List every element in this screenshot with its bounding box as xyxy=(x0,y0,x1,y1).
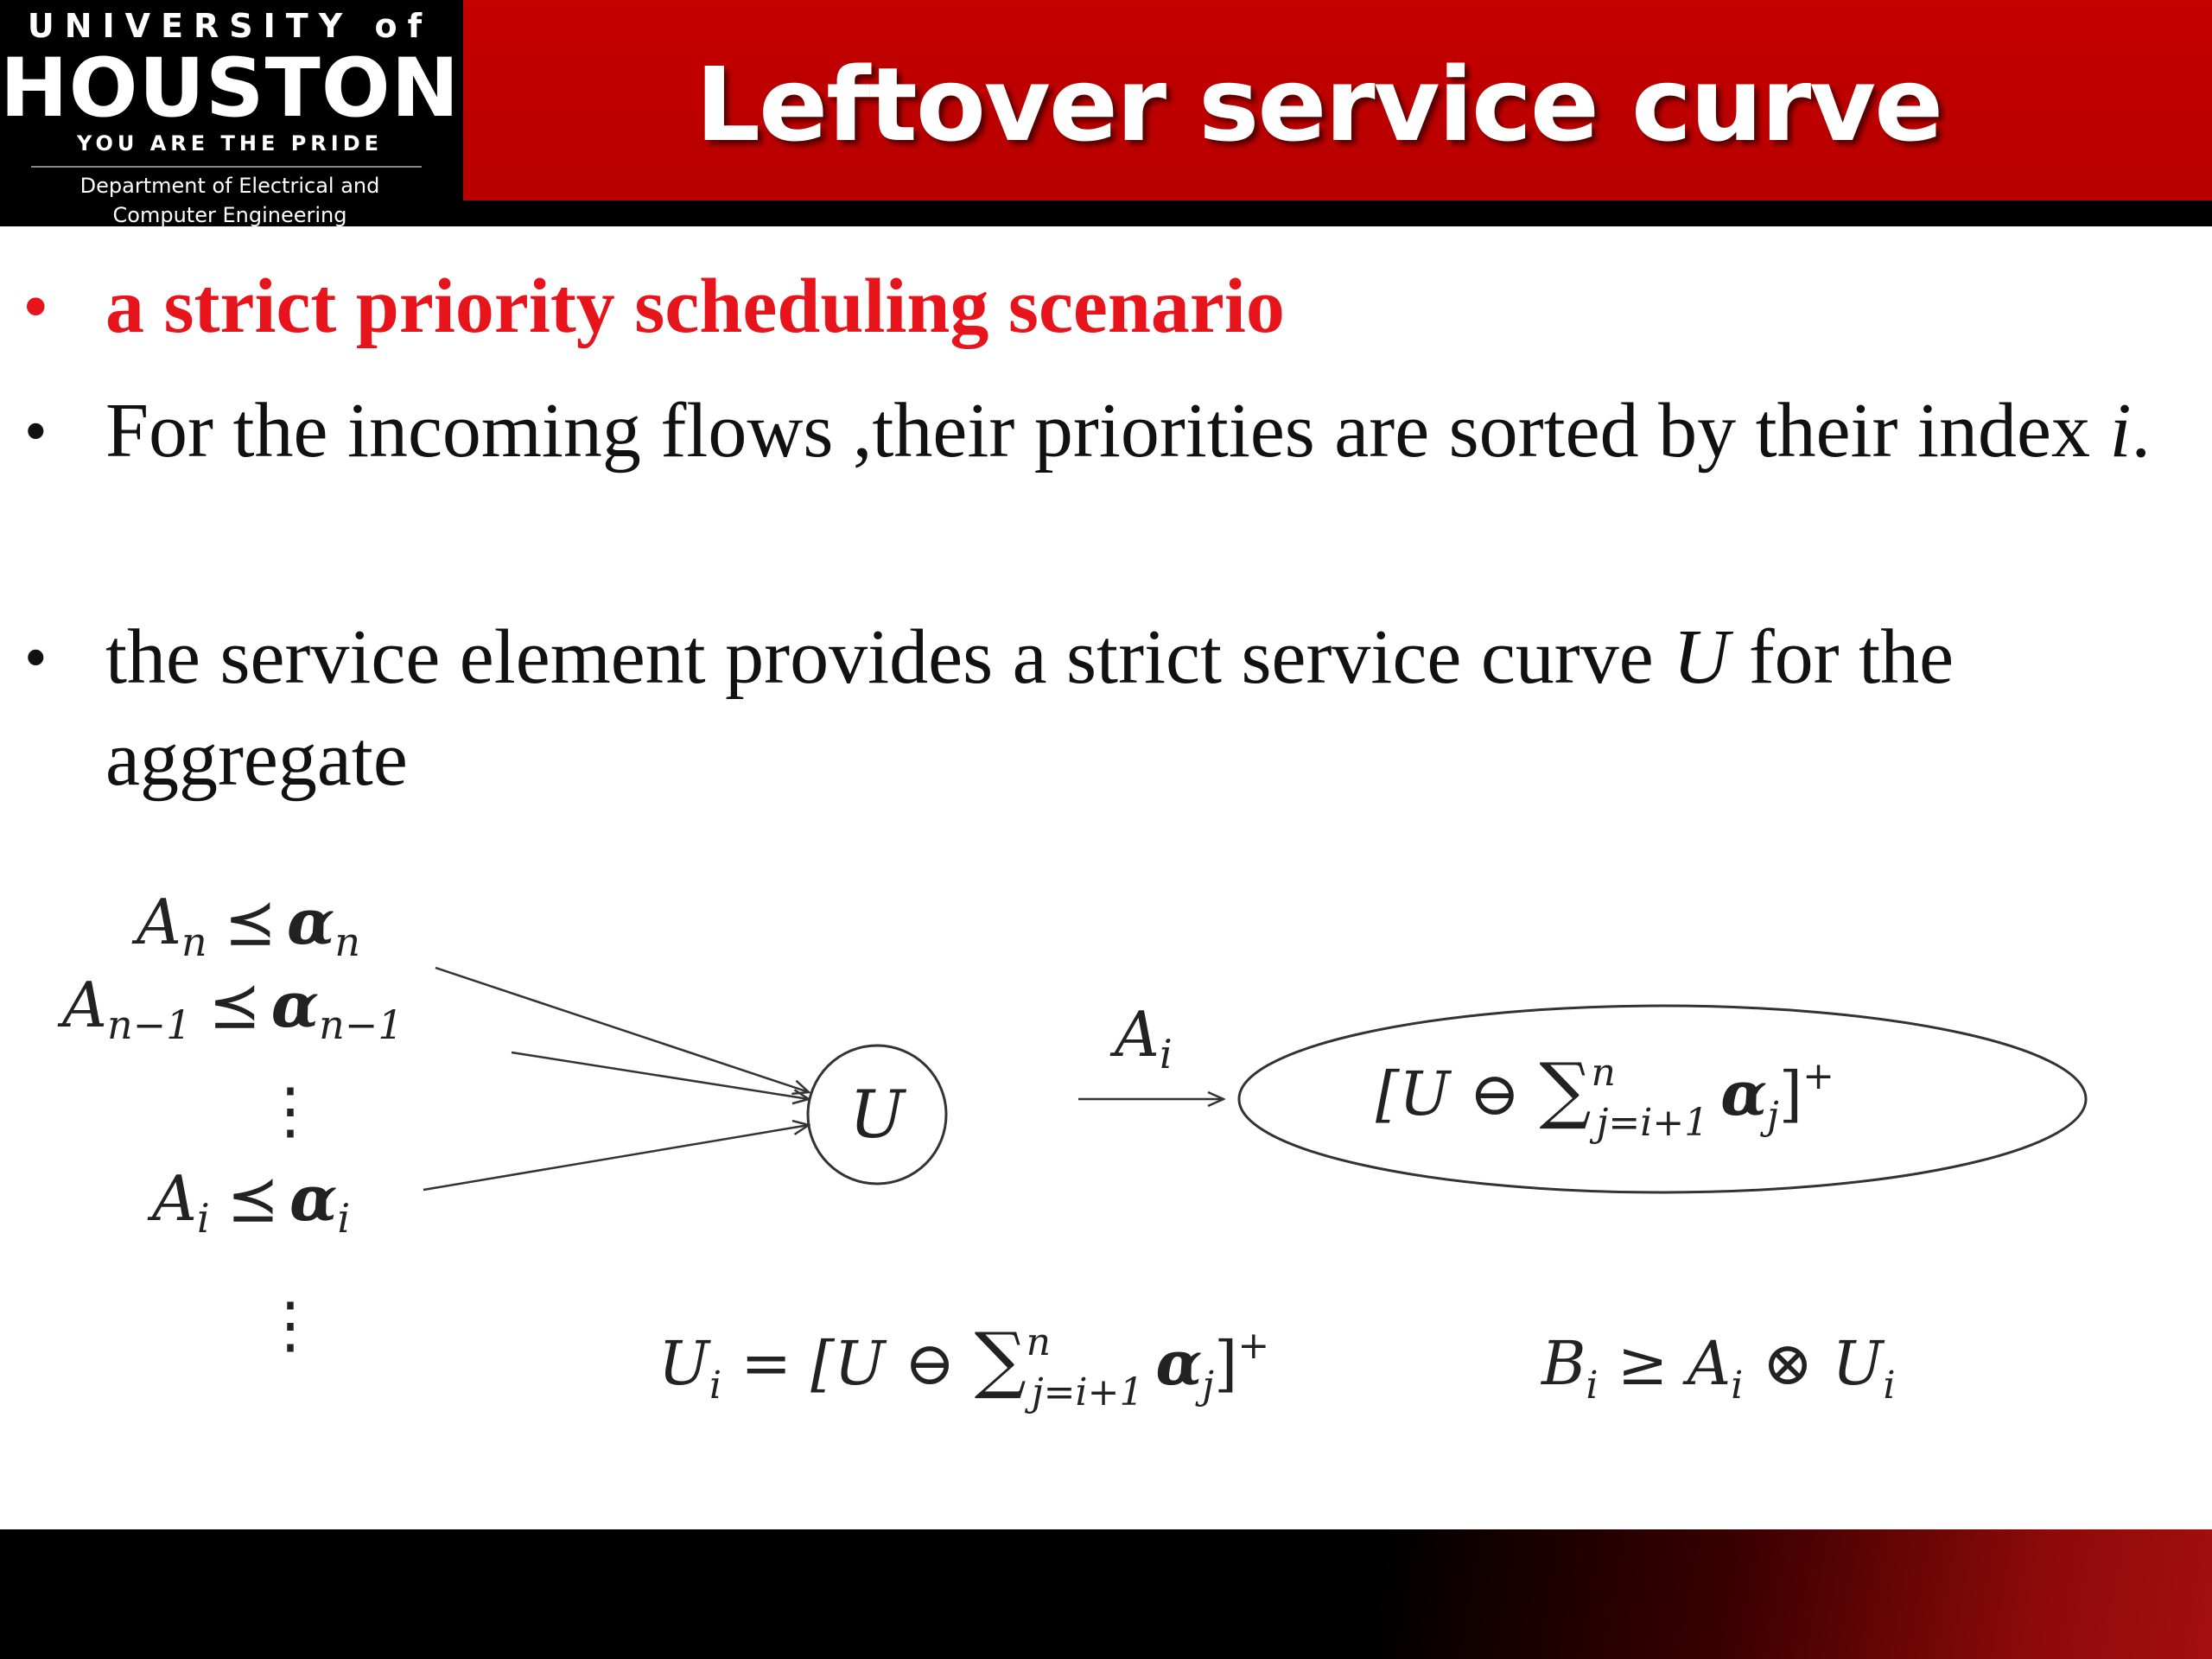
output-bound-formula: $B_i \ge A_i$ ⊗ $U_i$ xyxy=(1541,1328,1896,1408)
arrow-input-n-minus-1 xyxy=(512,1052,809,1099)
bullet-dot: • xyxy=(24,395,48,467)
output-label: Ai xyxy=(1115,998,1173,1077)
logo-department xyxy=(0,171,460,230)
vertical-dots: ⋮ xyxy=(259,1074,321,1147)
priority-scheduling-diagram xyxy=(0,855,2212,1452)
bullet-dot: • xyxy=(24,270,48,343)
slide-title: Leftover service curve xyxy=(695,45,1942,164)
bullet-text: a strict priority scheduling scenario xyxy=(105,264,1285,349)
logo-university: UNIVERSITY of xyxy=(27,7,433,45)
logo-department-line1: Department of Electrical and xyxy=(79,174,380,198)
service-node-label: U xyxy=(849,1076,906,1153)
leftover-service-formula: $U_i = [U$ ⊖ ∑$^n$ j=i+1 $\alpha_j]^+$ xyxy=(658,1317,1270,1414)
logo-department-line2: Computer Engineering xyxy=(112,203,347,227)
leftover-ellipse xyxy=(1239,1006,2086,1192)
input-i-label: Ai ⪯ αi xyxy=(152,1161,351,1242)
logo-slogan: YOU ARE THE PRIDE xyxy=(76,131,384,156)
leftover-curve-formula: [U ⊖ ∑$^n$ j=i+1 $\alpha_j]^+$ xyxy=(1376,1047,1834,1145)
logo-houston: HOUSTON xyxy=(0,41,461,136)
input-n-label: An ⪯ αn xyxy=(137,885,361,965)
bullet-text: For the incoming flows ,their priorities are sorted by their index i. xyxy=(105,388,2151,474)
slide-header xyxy=(0,0,2212,226)
logo-divider xyxy=(31,166,422,168)
arrow-input-n xyxy=(435,968,809,1092)
input-n-minus-1-label: An−1 ⪯ αn−1 xyxy=(62,968,404,1048)
slide-footer xyxy=(0,1529,2212,1659)
arrow-input-i xyxy=(423,1125,809,1190)
bullet-text: the service element provides a strict service curve U for the aggregate xyxy=(105,614,1955,802)
bullet-dot: • xyxy=(24,621,48,694)
vertical-dots: ⋮ xyxy=(259,1288,321,1361)
university-logo xyxy=(0,0,460,226)
